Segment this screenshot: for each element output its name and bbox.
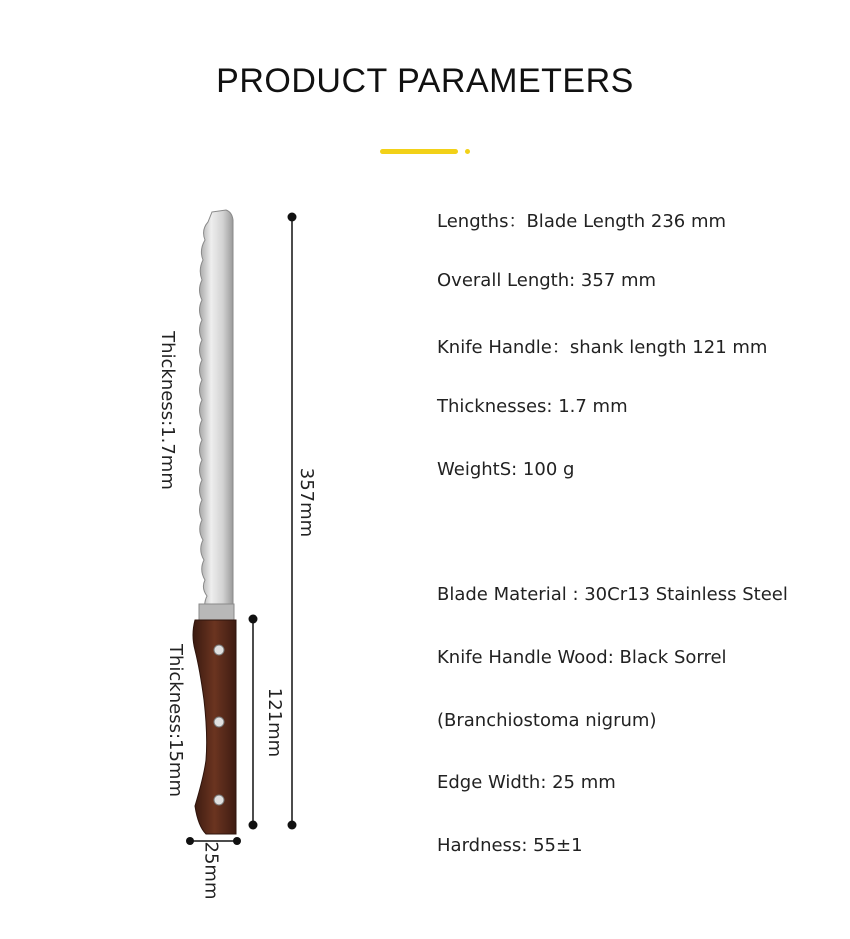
- handle-thickness-label: Thickness:15mm: [165, 644, 186, 797]
- overall-length-label: 357mm: [296, 467, 318, 538]
- knife-diagram: [0, 0, 420, 935]
- knife-illustration: [0, 0, 420, 935]
- handle-length-label: 121mm: [264, 687, 286, 758]
- spec-handle-length: Knife Handle：shank length 121 mm: [437, 337, 768, 358]
- handle-rivet: [214, 645, 224, 655]
- handle-length-endpoint: [249, 615, 258, 624]
- edge-width-endpoint: [186, 837, 194, 845]
- handle-rivet: [214, 795, 224, 805]
- title-accent-dot: [465, 149, 470, 154]
- spec-blade-length: Lengths：Blade Length 236 mm: [437, 211, 727, 232]
- spec-thickness: Thicknesses: 1.7 mm: [437, 396, 628, 417]
- knife-blade: [200, 210, 234, 612]
- blade-thickness-label: Thickness:1.7mm: [156, 331, 178, 490]
- handle-length-endpoint: [249, 821, 258, 830]
- spec-weight: WeightS: 100 g: [437, 459, 575, 480]
- spec-handle-wood-latin: (Branchiostoma nigrum): [437, 710, 657, 731]
- edge-width-label: 25mm: [200, 841, 222, 900]
- overall-length-endpoint: [288, 213, 297, 222]
- edge-width-endpoint: [233, 837, 241, 845]
- overall-length-endpoint: [288, 821, 297, 830]
- spec-handle-wood: Knife Handle Wood: Black Sorrel: [437, 647, 727, 668]
- page-title: PRODUCT PARAMETERS: [216, 62, 634, 100]
- spec-overall-length: Overall Length: 357 mm: [437, 270, 657, 291]
- spec-edge-width: Edge Width: 25 mm: [437, 772, 616, 793]
- handle-rivet: [214, 717, 224, 727]
- knife-bolster: [199, 604, 234, 622]
- spec-hardness: Hardness: 55±1: [437, 835, 583, 856]
- spec-blade-material: Blade Material : 30Cr13 Stainless Steel: [437, 584, 788, 605]
